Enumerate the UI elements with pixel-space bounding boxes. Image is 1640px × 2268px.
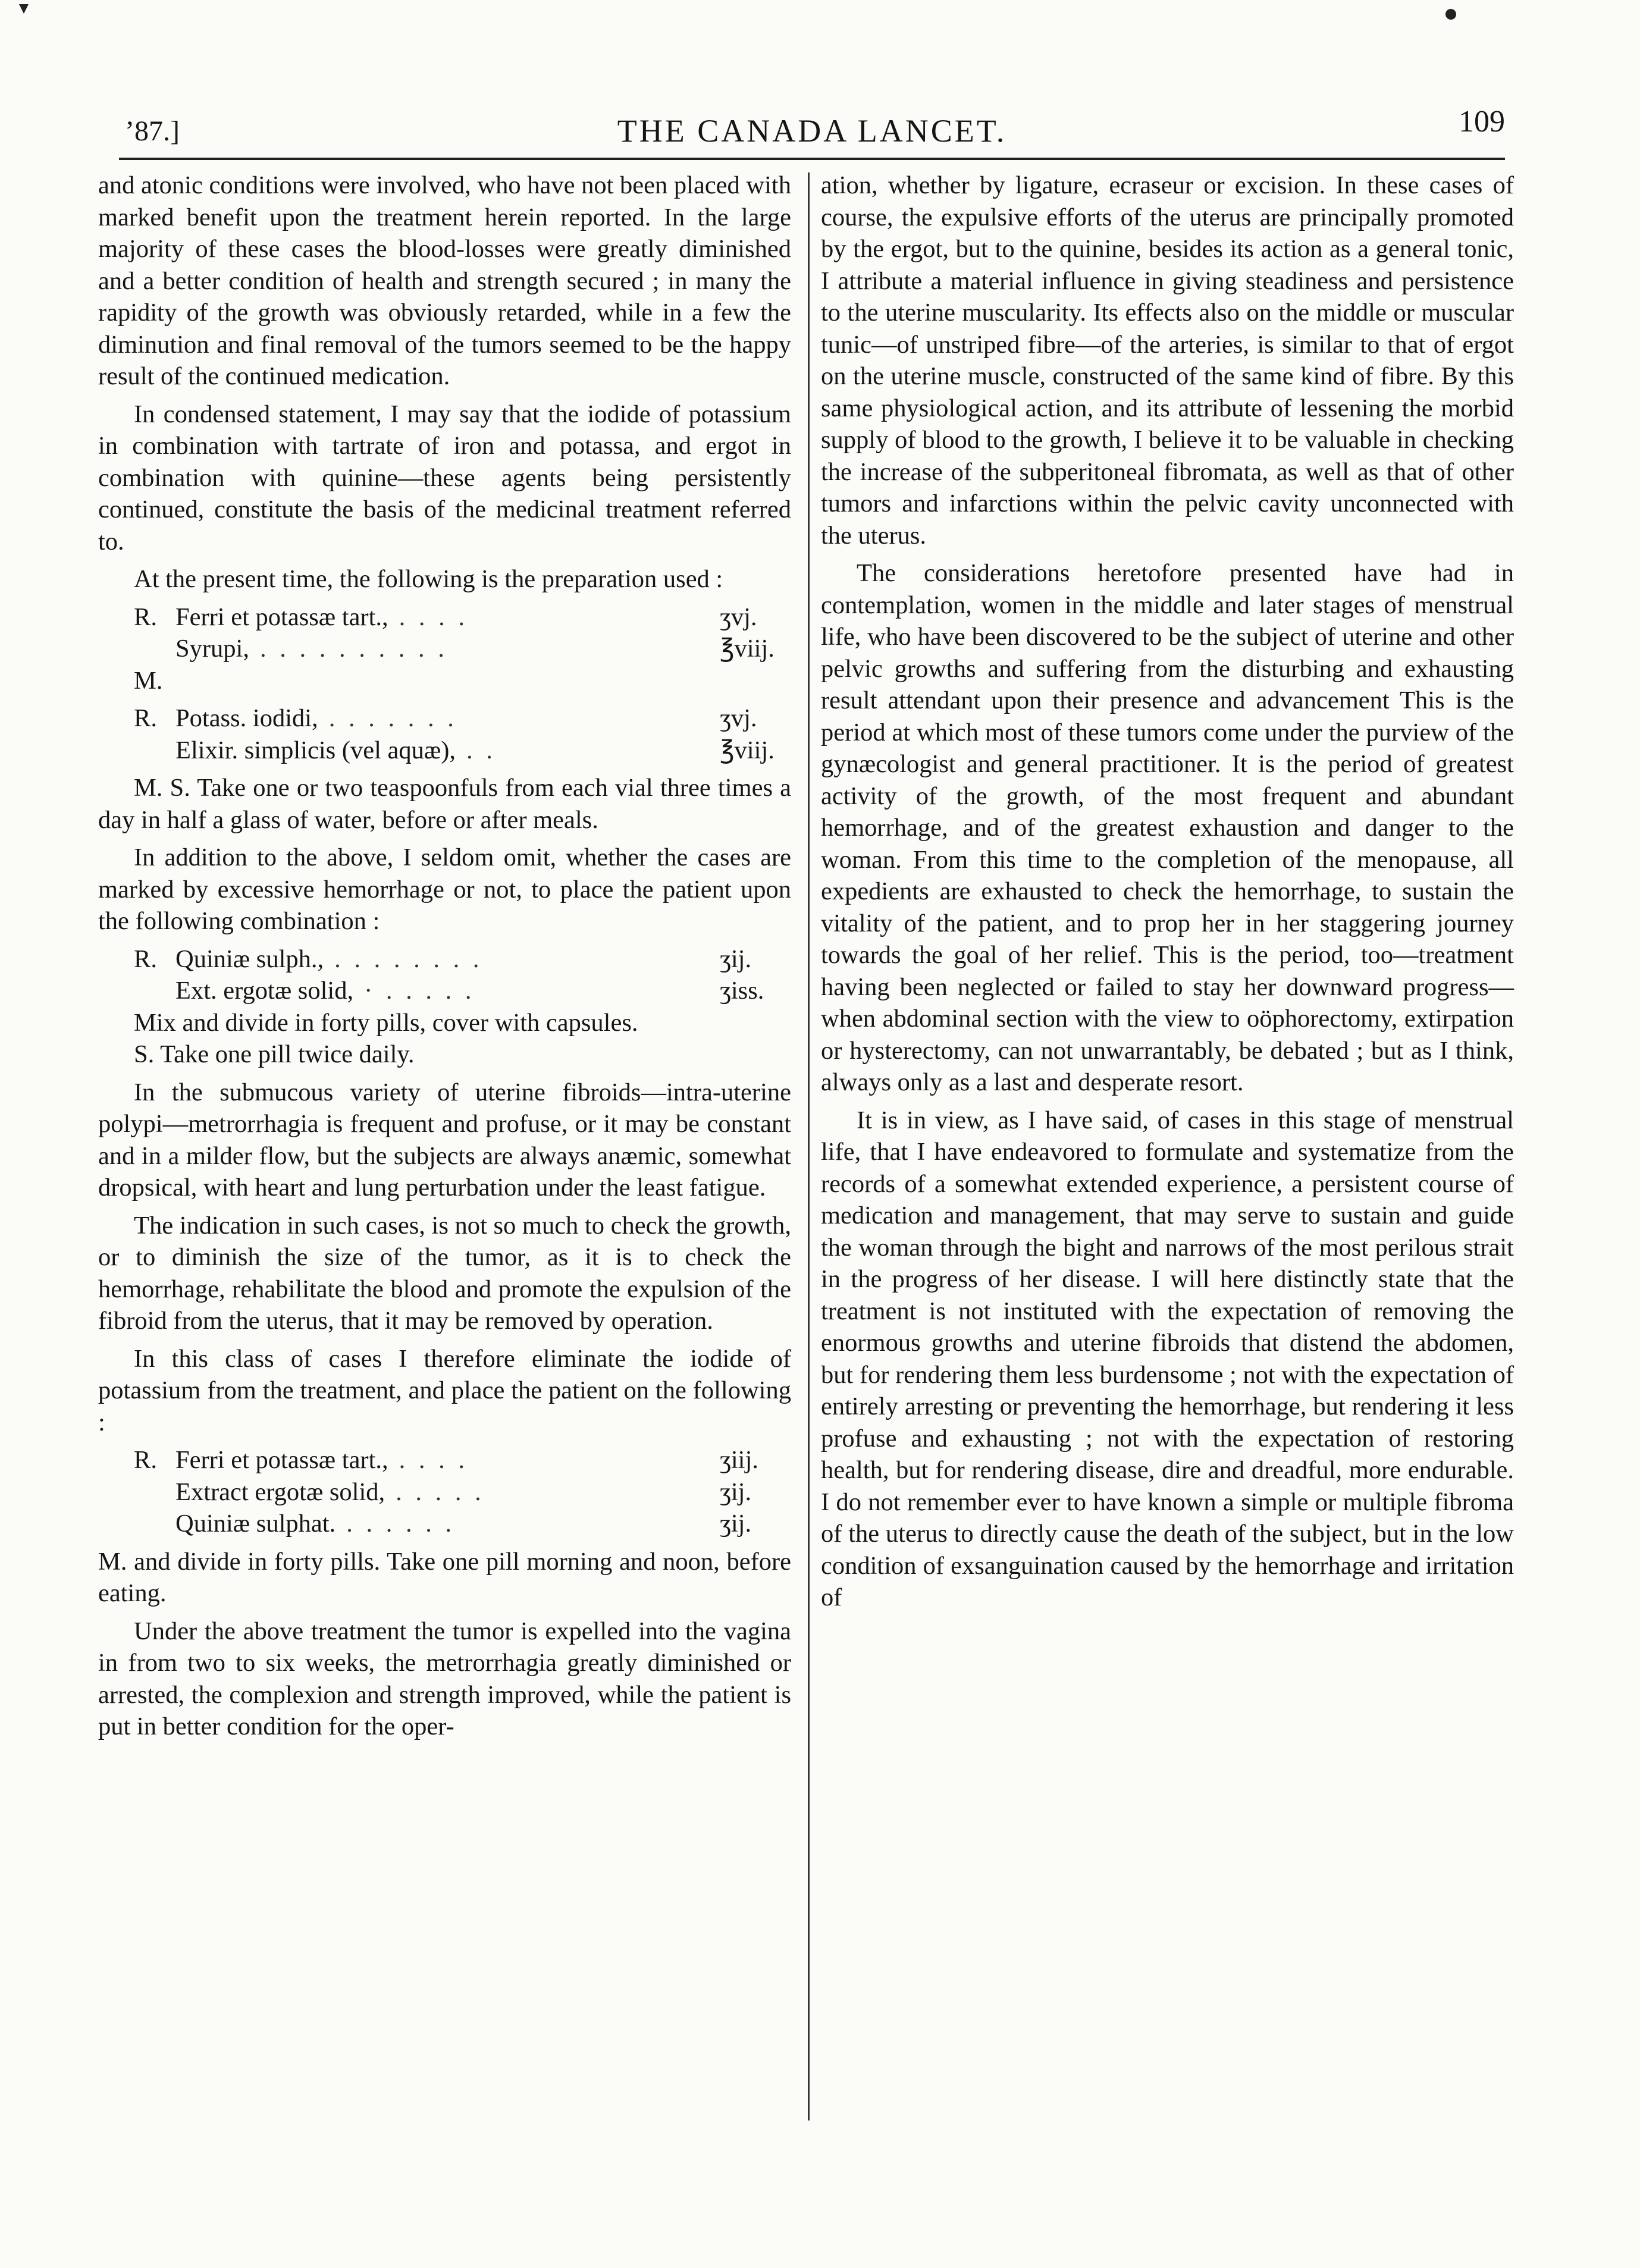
rx-leader-dots: . . . . . . . . . . — [259, 635, 448, 663]
paragraph: The indication in such cases, is not so much to check the growth, or to diminish the size of the tumor, as it is to check the hemorrhage, rehabilitate the blood and promote the expulsion of the fibroid from the uterus, that it may be removed by operation. — [98, 1211, 791, 1335]
rx-symbol: R. — [134, 704, 157, 732]
prescription-line — [134, 1476, 791, 1508]
paragraph: M. S. Take one or two teaspoonfuls from each vial three times a day in half a glass of water, before or after meals. — [98, 774, 791, 834]
prescription-line — [134, 735, 791, 767]
rx-leader-dots: . . . . — [399, 1446, 469, 1474]
prescription-1 — [134, 601, 791, 697]
header-journal-title: THE CANADA LANCET. — [617, 113, 1007, 149]
rx-amount: ʒvj. — [720, 704, 757, 732]
paragraph: In addition to the above, I seldom omit, whether the cases are marked by excessive hemorrhage or not, to place the patient upon the following combination : — [98, 843, 791, 935]
prescription-line — [134, 1444, 791, 1476]
paragraph: M. and divide in forty pills. Take one pill morning and noon, before eating. — [98, 1547, 791, 1607]
prescription-line — [134, 1007, 791, 1039]
rx-ingredient: Elixir. simplicis (vel aquæ), — [175, 736, 456, 764]
rx-ingredient: Quiniæ sulphat. — [175, 1510, 336, 1538]
rx-ingredient: Ferri et potassæ tart., — [175, 1446, 388, 1474]
prescription-line — [134, 665, 791, 697]
rx-leader-dots: . . . . . . . . — [334, 945, 483, 973]
left-column — [98, 170, 791, 1749]
rx-leader-dots: . . . . . . . — [328, 704, 457, 732]
rx-directions: Mix and divide in forty pills, cover with capsules. — [134, 1008, 638, 1037]
prescription-line — [134, 975, 791, 1007]
rx-misce: M. — [134, 666, 163, 695]
rx-amount: ʒiij. — [720, 1446, 758, 1474]
rx-ingredient: Ext. ergotæ solid, — [175, 977, 354, 1005]
paragraph: In this class of cases I therefore eliminate the iodide of potassium from the treatment, and place the patient on the following : — [98, 1344, 791, 1436]
paragraph: ation, whether by ligature, ecraseur or excision. In these cases of course, the expulsive efforts of the uterus are principally promoted by the ergot, but to the quinine, besides its action as a general tonic, I attribute a material influence in giving steadiness and persistence to the uterine muscularity. Its effects also on the middle or muscular tunic—of unstriped fibre—of the arteries, is similar to that of ergot on the uterine muscle, constructed of the same kind of fibre. By this same physiological action, and its attribute of lessening the morbid supply of blood to the growth, I believe it to be valuable in checking the increase of the subperitoneal fibromata, as well as that of other tumors and infarctions within the pelvic cavity unconnected with the uterus. — [821, 171, 1514, 550]
rx-amount: ʒij. — [720, 945, 752, 973]
prescription-line — [134, 601, 791, 633]
rx-leader-dots: . . . . . . — [346, 1510, 456, 1538]
paragraph: In the submucous variety of uterine fibroids—intra-uterine polypi—metrorrhagia is frequent and profuse, or it may be constant and in a milder flow, but the subjects are always anæmic, somewhat dropsical, with heart and lung perturbation under the least fatigue. — [98, 1078, 791, 1202]
rx-ingredient: Ferri et potassæ tart., — [175, 603, 388, 631]
paragraph: At the present time, the following is the preparation used : — [134, 565, 723, 593]
prescription-line — [134, 633, 791, 665]
rx-symbol: R. — [134, 945, 157, 973]
paragraph: and atonic conditions were involved, who have not been placed with marked benefit upon the treatment herein reported. In the large majority of these cases the blood-losses were greatly diminished and a better condition of health and strength secured ; in many the rapidity of the growth was obviously retarded, while in a few the diminution and final removal of the tumors seemed to be the happy result of the continued medication. — [98, 171, 791, 390]
rx-amount: ʒij. — [720, 1510, 752, 1538]
rx-amount: ℥viij. — [720, 736, 774, 764]
prescription-line — [134, 943, 791, 975]
rx-symbol: R. — [134, 1446, 157, 1474]
rx-amount: ʒvj. — [720, 603, 757, 631]
running-header — [119, 104, 1505, 160]
prescription-3 — [134, 943, 791, 1071]
rx-amount: ℥viij. — [720, 635, 774, 663]
rx-ingredient: Extract ergotæ solid, — [175, 1478, 385, 1506]
prescription-2 — [134, 702, 791, 766]
rx-ingredient: Syrupi, — [175, 635, 249, 663]
paragraph: The considerations heretofore presented have had in contemplation, women in the middle and later stages of menstrual life, who have been discovered to be the subject of uterine and other pelvic growths and suffering from the disturbing and exhausting result attendant upon their presence and advancement This is the period at which most of these tumors come under the purview of the gynæcologist and general practitioner. It is the period of greatest activity of the growth, of the most frequent and abundant hemorrhage, and of the greatest exhaustion and danger to the woman. From this time to the completion of the menopause, all expedients are exhausted to check the hemorrhage, to sustain the vitality of the patient, and to prop her in her staggering journey towards the goal of her relief. This is the period, too—treatment having been neglected or failed to stay her downward progress—when abdominal section with the view to oöphorectomy, extirpation or hysterectomy, can not unwarrantably, be debated ; but as I think, always only as a last and desperate resort. — [821, 559, 1514, 1096]
paragraph: It is in view, as I have said, of cases in this stage of menstrual life, that I have endeavored to formulate and systematize from the records of a somewhat extended experience, a persistent course of medication and management, that may serve to sustain and guide the woman through the bight and narrows of the most perilous strait in the progress of her disease. I will here distinctly state that the treatment is not instituted with the expectation of removing the enormous growths and uterine fibroids that distend the abdomen, but for rendering them less burdensome ; not with the expectation of entirely arresting or preventing the hemorrhage, but rendering it less profuse and exhausting ; not with the expectation of restoring health, but for rendering disease, dire and dreadful, more endurable. I do not remember ever to have known a simple or multiple fibroma of the uterus to directly cause the death of the subject, but in the low condition of exsanguination caused by the hemorrhage and irritation of — [821, 1106, 1514, 1611]
rx-amount: ʒiss. — [720, 977, 764, 1005]
prescription-line — [134, 1039, 791, 1071]
rx-ingredient: Potass. iodidi, — [175, 704, 318, 732]
rx-leader-dots: . . . . . — [396, 1478, 485, 1506]
rx-leader-dots: · . . . . . — [364, 977, 475, 1005]
prescription-line — [134, 1508, 791, 1540]
rx-leader-dots: . . — [466, 736, 496, 764]
rx-ingredient: Quiniæ sulph., — [175, 945, 324, 973]
prescription-line — [134, 702, 791, 735]
corner-mark — [18, 3, 42, 15]
header-page-number: 109 — [1459, 105, 1505, 139]
rx-signa: S. Take one pill twice daily. — [134, 1040, 415, 1068]
rx-amount: ʒij. — [720, 1478, 752, 1506]
rx-leader-dots: . . . . — [399, 603, 469, 631]
right-column — [821, 170, 1514, 1620]
column-divider — [808, 172, 810, 2120]
paragraph: Under the above treatment the tumor is expelled into the vagina in from two to six weeks, the metrorrhagia greatly diminished or arrested, the complexion and strength improved, while the patient is put in better condition for the oper- — [98, 1617, 791, 1740]
ink-dot — [1445, 9, 1456, 20]
header-volume: ’87.] — [125, 115, 180, 147]
rx-symbol: R. — [134, 603, 157, 631]
prescription-4 — [134, 1444, 791, 1540]
paragraph: In condensed statement, I may say that the iodide of potassium in combination with tartrate of iron and potassa, and ergot in combination with quinine—these agents being persistently continued, constitute the basis of the medicinal treatment referred to. — [98, 400, 791, 556]
